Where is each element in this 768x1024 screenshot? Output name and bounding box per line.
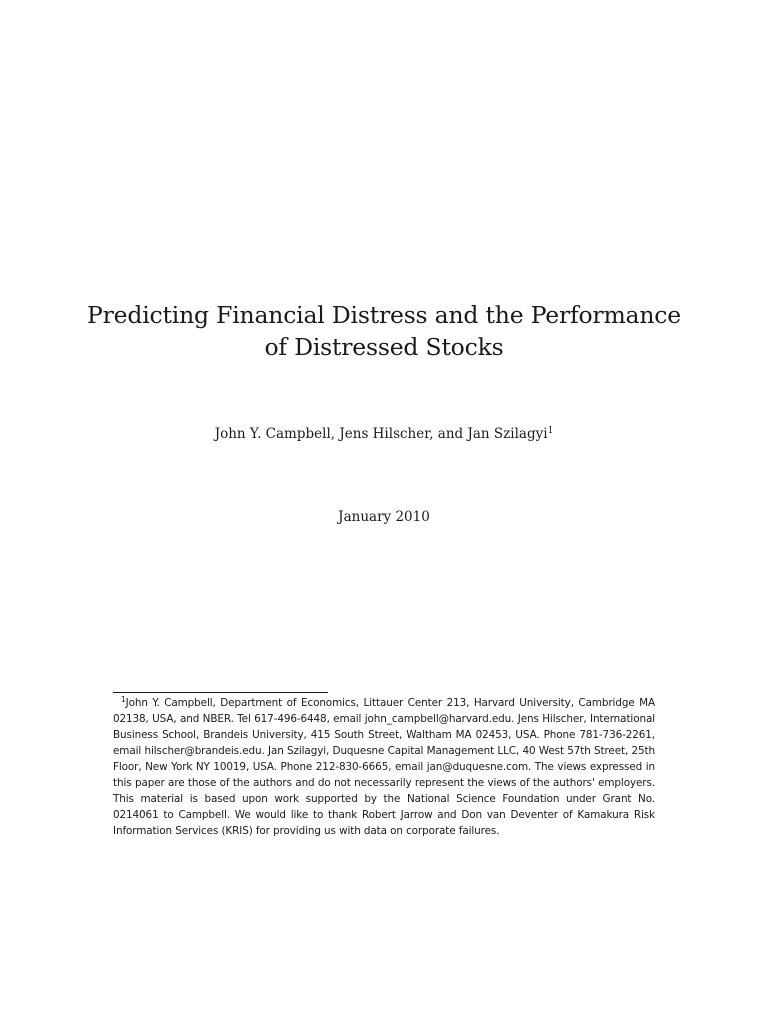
- publication-date: January 2010: [338, 509, 430, 525]
- footnote-mark: 1: [121, 695, 126, 704]
- footnote-divider: [113, 692, 328, 693]
- paper-title-line-1: Predicting Financial Distress and the Performance: [87, 301, 681, 329]
- paper-title-line-2: of Distressed Stocks: [264, 333, 504, 361]
- author-footnote-mark: 1: [547, 426, 554, 436]
- paper-title: [0, 299, 768, 363]
- author-footnote: [113, 695, 655, 839]
- footnote-text: John Y. Campbell, Department of Economics, Littauer Center 213, Harvard University, Cambridge MA 02138, USA, and NBER. Tel 617-496-6448, email john_campbell@harvard.edu. Jens Hilscher, International Business School, Brandeis University, 415 South Street, Waltham MA 02453, USA. Phone 781-736-2261, email hilscher@brandeis.edu. Jan Szilagyi, Duquesne Capital Management LLC, 40 West 57th Street, 25th Floor, New York NY 10019, USA. Phone 212-830-6665, email jan@duquesne.com. The views expressed in this paper are those of the authors and do not necessarily represent the views of the authors' employers. This material is based upon work supported by the National Science Foundation under Grant No. 0214061 to Campbell. We would like to thank Robert Jarrow and Don van Deventer of Kamakura Risk Information Services (KRIS) for providing us with data on corporate failures.: [113, 697, 655, 837]
- author-names: John Y. Campbell, Jens Hilscher, and Jan Szilagyi: [214, 426, 548, 442]
- author-list: [0, 425, 768, 443]
